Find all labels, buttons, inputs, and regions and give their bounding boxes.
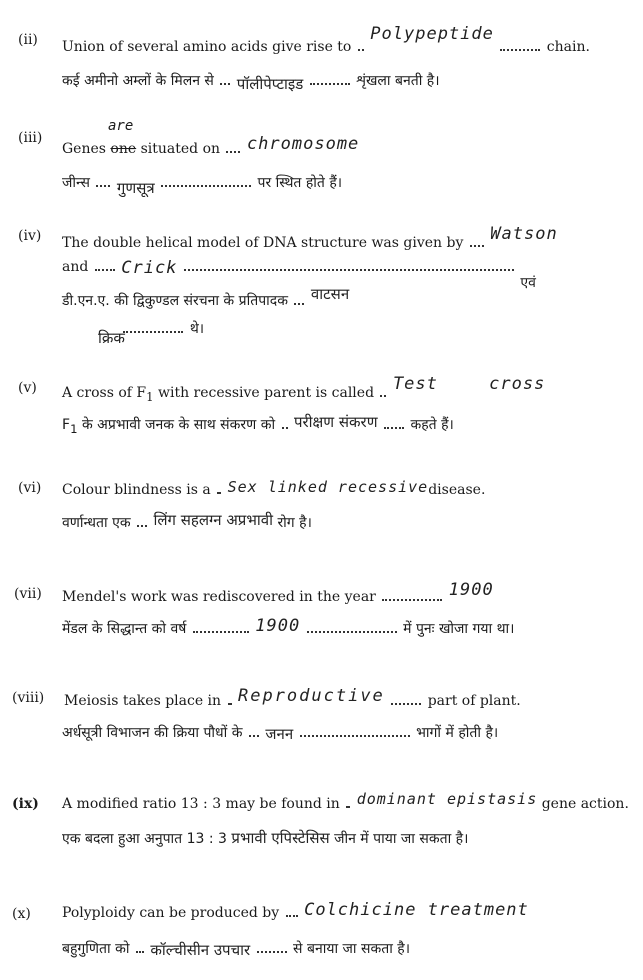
subscript: 1: [146, 389, 154, 404]
blank-dots: [249, 734, 259, 737]
prompt-text: A modified ratio 13 : 3 may be found in: [62, 796, 340, 812]
english-line: [62, 480, 631, 498]
question-number: (ii): [18, 32, 38, 48]
blank-dots: [300, 734, 410, 737]
prompt-text: शृंखला बनती है।: [356, 73, 440, 89]
prompt-text: थे।: [189, 321, 205, 337]
subscript: 1: [70, 421, 78, 436]
question-ii: [0, 24, 643, 100]
blank-dots: [257, 950, 287, 953]
question-v: [0, 374, 643, 444]
handwritten-answer: कॉल्चीसीन उपचार: [150, 941, 251, 959]
hindi-line: [62, 414, 631, 436]
prompt-text: Union of several amino acids give rise to: [62, 39, 352, 55]
prompt-text: अर्धसूत्री विभाजन की क्रिया पौधों के: [62, 725, 243, 741]
prompt-text: जीन्स: [62, 175, 90, 191]
prompt-text: कई अमीनो अम्लों के मिलन से: [62, 73, 214, 89]
blank-dots: [286, 914, 298, 917]
prompt-text: एवं: [520, 275, 536, 291]
question-ix: [0, 790, 643, 860]
blank-dots: [307, 630, 397, 633]
hindi-line: [62, 318, 631, 347]
prompt-text: वर्णान्धता एक: [62, 515, 131, 531]
prompt-text: A cross of F: [62, 385, 147, 401]
hindi-line: [62, 722, 631, 742]
blank-dots: [226, 150, 240, 153]
handwritten-answer: 1900: [255, 616, 301, 636]
blank-dots: [282, 426, 288, 429]
handwritten-answer: dominant epistasis: [356, 790, 538, 808]
prompt-text: disease.: [428, 482, 486, 498]
english-line: [62, 580, 631, 606]
handwritten-answer: जनन: [265, 725, 294, 743]
blank-dots: [137, 524, 147, 527]
blank-dots: [95, 268, 115, 271]
prompt-text: Meiosis takes place in: [64, 693, 222, 709]
blank-dots: [217, 491, 221, 494]
prompt-text: रोग है।: [277, 515, 312, 531]
handwritten-correction: are: [108, 118, 134, 134]
question-iii: [0, 118, 643, 204]
blank-dots: [358, 48, 364, 51]
handwritten-answer: परीक्षण संकरण: [293, 413, 378, 431]
english-line: [62, 224, 631, 252]
question-x: [0, 896, 643, 966]
blank-dots: [193, 630, 249, 633]
prompt-text: से बनाया जा सकता है।: [293, 941, 411, 957]
english-line: [62, 902, 631, 922]
hindi-line: [62, 172, 631, 197]
prompt-text: भागों में होती है।: [416, 725, 499, 741]
question-number: (iii): [18, 130, 43, 146]
prompt-text: situated on: [140, 141, 221, 157]
blank-dots: [96, 184, 110, 187]
blank-dots: [470, 244, 484, 247]
question-number: (x): [12, 906, 31, 922]
prompt-text: पर स्थित होते हैं।: [257, 175, 343, 191]
english-line: [62, 374, 631, 404]
prompt-text: डी.एन.ए. की द्विकुण्डल संरचना के प्रतिपादक: [62, 293, 288, 309]
question-iv: [0, 220, 643, 360]
handwritten-answer: Reproductive: [237, 686, 385, 706]
question-viii: [0, 682, 643, 752]
hindi-line: [62, 285, 631, 310]
blank-dots: [346, 805, 350, 808]
prompt-text: with recessive parent is called: [158, 385, 375, 401]
prompt-text: F: [62, 417, 71, 433]
prompt-text: Genes: [62, 141, 106, 157]
english-line: [62, 24, 631, 56]
handwritten-answer: क्रिक: [98, 329, 125, 347]
prompt-text: बहुगुणिता को: [62, 941, 130, 957]
prompt-text: part of plant.: [427, 693, 521, 709]
handwritten-answer: गुणसूत्र: [116, 179, 155, 197]
handwritten-answer: Watson: [490, 224, 558, 244]
blank-dots: [136, 950, 144, 953]
prompt-text: एक बदला हुआ अनुपात 13 : 3: [62, 831, 227, 847]
question-number: (ix): [12, 796, 39, 812]
english-line: [62, 134, 631, 158]
handwritten-answer: Crick: [121, 258, 178, 278]
handwritten-answer: 1900: [448, 580, 494, 600]
blank-dots: [220, 82, 230, 85]
prompt-text: chain.: [546, 39, 590, 55]
prompt-text: and: [62, 259, 89, 275]
handwritten-answer: Colchicine treatment: [304, 900, 529, 920]
prompt-text: के अप्रभावी जनक के साथ संकरण को: [81, 417, 276, 433]
hindi-line: [62, 828, 631, 848]
prompt-text: में पुनः खोजा गया था।: [403, 621, 515, 637]
english-line: [62, 256, 631, 291]
hindi-line: [62, 618, 631, 638]
hindi-line: [62, 512, 631, 532]
prompt-text: Polyploidy can be produced by: [62, 905, 280, 921]
english-line: [64, 686, 631, 710]
handwritten-answer: पॉलीपेप्टाइड: [236, 75, 304, 93]
blank-dots: [161, 184, 251, 187]
question-number: (vi): [18, 480, 42, 496]
question-number: (vii): [14, 586, 42, 602]
question-number: (viii): [12, 690, 45, 706]
prompt-text: कहते हैं।: [410, 417, 454, 433]
prompt-text: gene action.: [541, 796, 629, 812]
prompt-text: The double helical model of DNA structure was given by: [62, 235, 464, 251]
handwritten-answer: प्रभावी एपिस्टेसिस: [231, 829, 330, 847]
handwritten-answer: Test cross: [392, 374, 546, 394]
prompt-text: Mendel's work was rediscovered in the year: [62, 589, 376, 605]
prompt-text: Colour blindness is a: [62, 482, 211, 498]
handwritten-answer: वाटसन: [310, 285, 350, 303]
hindi-line: [62, 938, 631, 958]
blank-dots: [382, 598, 442, 601]
blank-dots: [184, 268, 514, 271]
blank-dots: [391, 702, 421, 705]
prompt-text: जीन में पाया जा सकता है।: [334, 831, 469, 847]
question-vii: [0, 578, 643, 648]
question-number: (v): [18, 380, 37, 396]
blank-dots: [310, 82, 350, 85]
question-number: (iv): [18, 228, 42, 244]
blank-dots: [380, 394, 386, 397]
handwritten-answer: Sex linked recessive: [227, 478, 429, 496]
blank-dots: [294, 302, 304, 305]
prompt-text: मेंडल के सिद्धान्त को वर्ष: [62, 621, 187, 637]
handwritten-answer: Polypeptide: [370, 24, 494, 44]
struck-word: one: [110, 141, 137, 157]
hindi-line: [62, 70, 631, 93]
blank-dots: [500, 48, 540, 51]
blank-dots: [384, 426, 404, 429]
blank-dots: [228, 702, 232, 705]
english-line: [62, 790, 631, 812]
question-vi: [0, 474, 643, 544]
handwritten-answer: लिंग सहलग्न अप्रभावी: [153, 511, 273, 529]
blank-dots: [123, 330, 183, 333]
handwritten-answer: chromosome: [246, 134, 360, 154]
